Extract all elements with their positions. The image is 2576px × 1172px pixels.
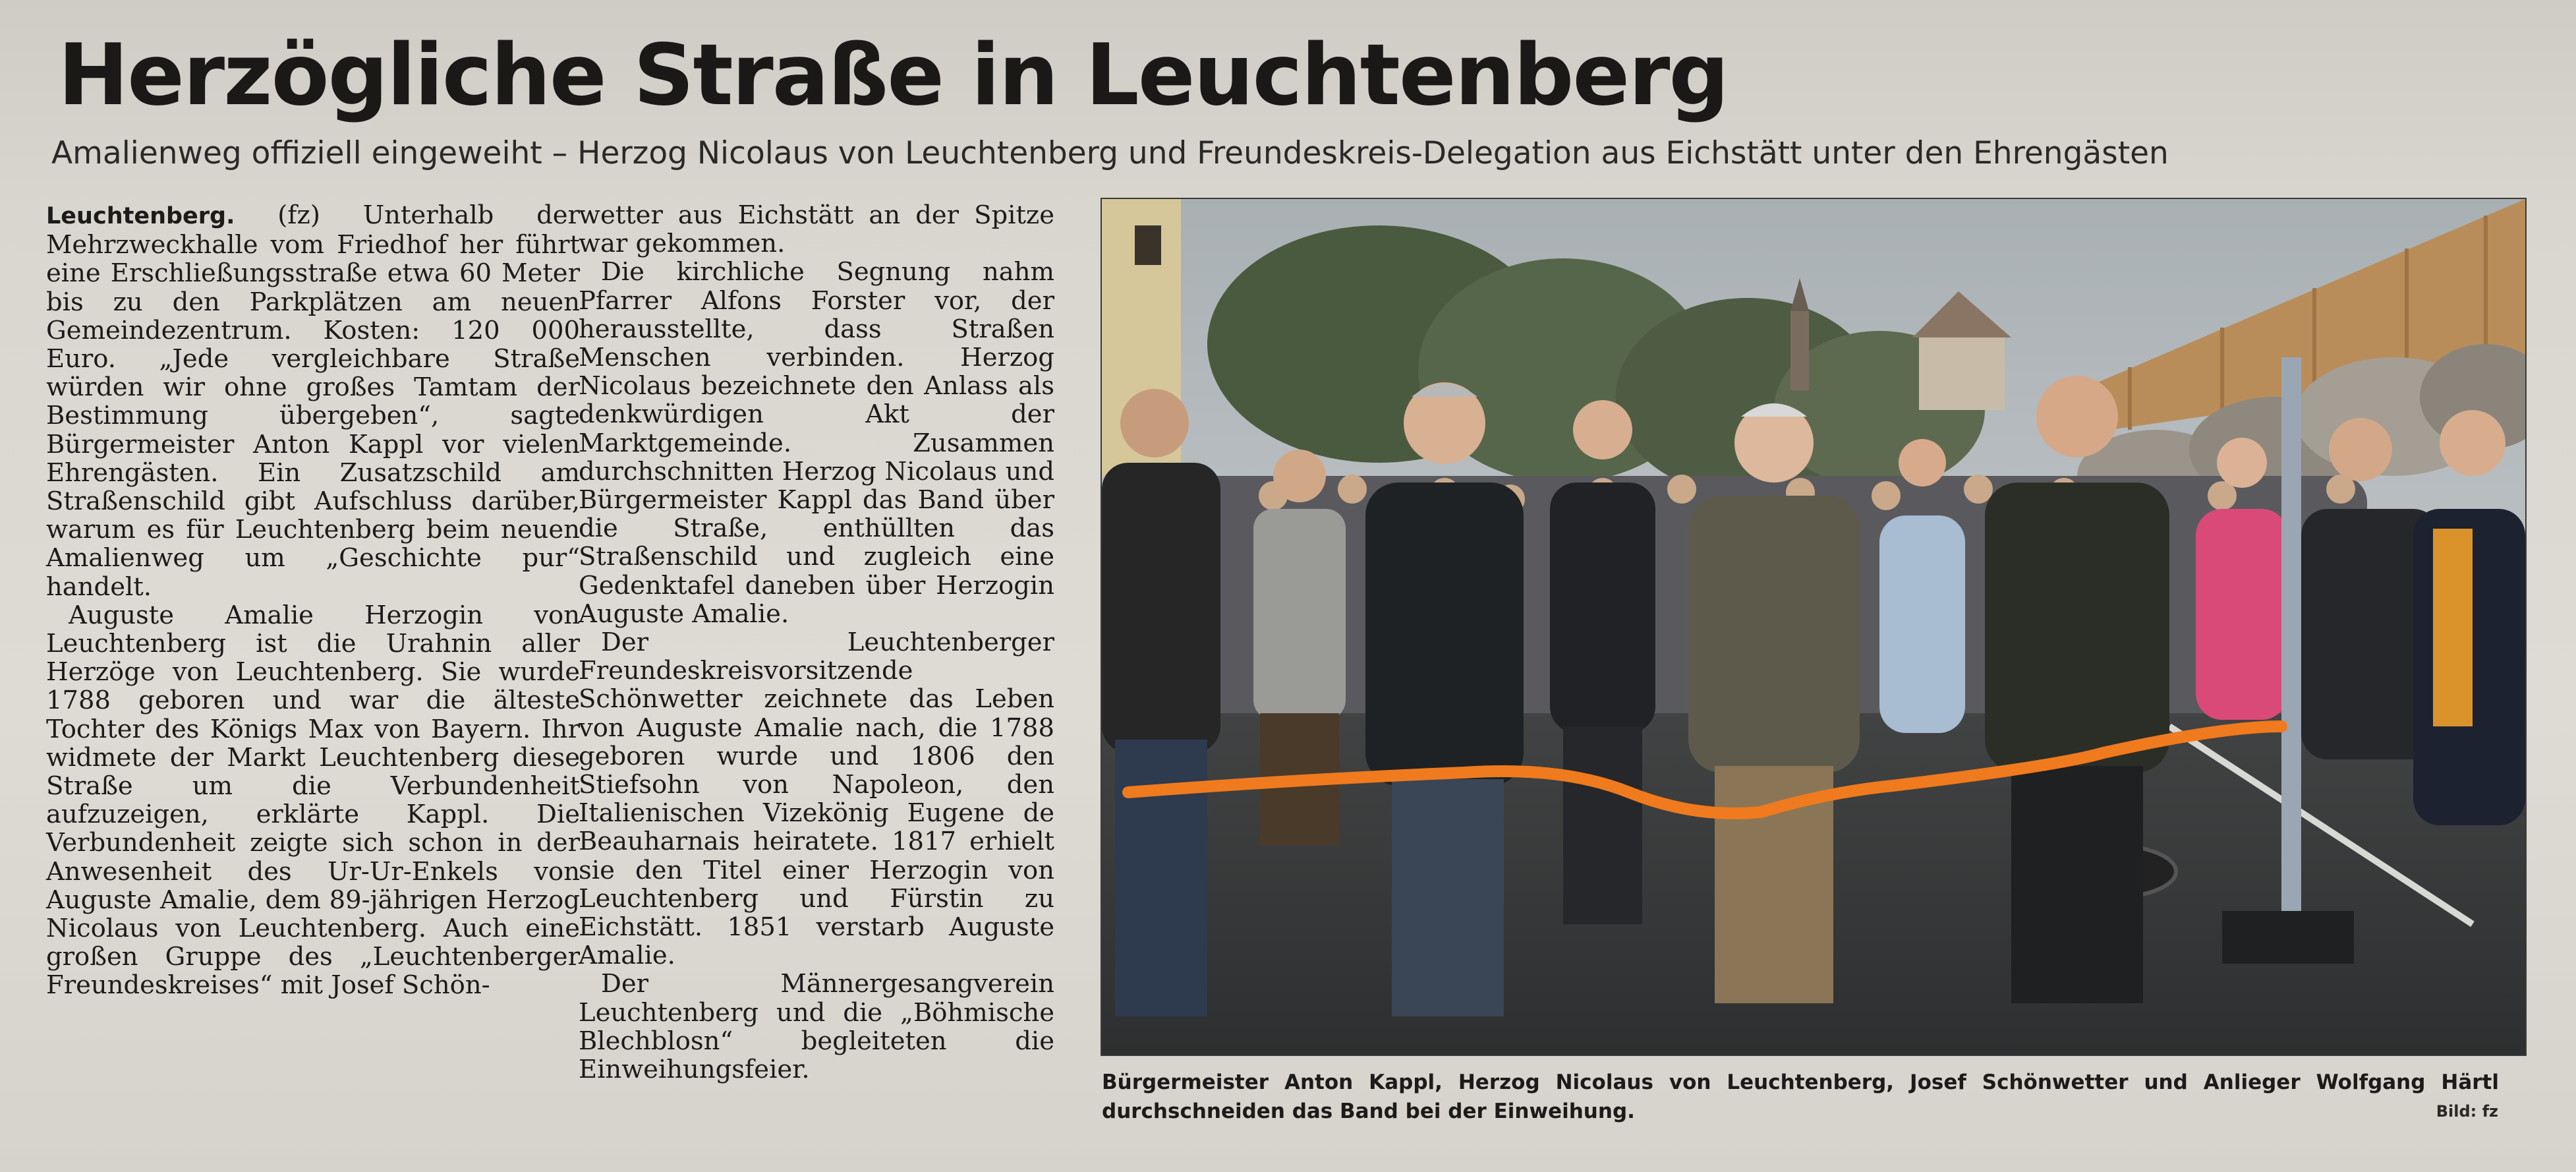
article-column-2 [579, 201, 1054, 1157]
paragraph: Auguste Amalie Herzogin von Leuchtenberg ist die Urahnin aller Herzöge von Leuchtenberg. Sie wurde 1788 geboren und war die älteste Tochter des Königs Max von Bayern. Ihr widmete der Markt Leuchtenberg diese Straße um die Verbundenheit aufzuzeigen, erklärte Kappl. Die Verbundenheit zeigte sich schon in der Anwesenheit des Ur-Ur-Enkels von Auguste Amalie, dem 89-jährigen Herzog Nicolaus von Leuchtenberg. Auch eine großen Gruppe des „Leuchtenberger Freundeskreises“ mit Josef Schön- [46, 600, 580, 1001]
paragraph: Die kirchliche Segnung nahm Pfarrer Alfons Forster vor, der herausstellte, dass Straßen Menschen verbinden. Herzog Nicolaus bezeichnete den Anlass als denkwürdigen Akt der Marktgemeinde. Zusammen durchschnitten Herzog Nicolaus und Bürgermeister Kappl das Band über die Straße, enthüllten das Straßenschild und zugleich eine Gedenktafel daneben über Herzogin Auguste Amalie. [579, 257, 1054, 629]
photo-illustration [1102, 199, 2525, 1055]
paragraph: Der Leuchtenberger Freundeskreisvorsitzende Schönwetter zeichnete das Leben von Auguste Amalie nach, die 1788 geboren wurde und 1806 den Stiefsohn von Napoleon, den Italienischen Vizekönig Eugene de Beauharnais heiratete. 1817 erhielt sie den Titel einer Herzogin von Leuchtenberg und Fürstin zu Eichstätt. 1851 verstarb Auguste Amalie. [579, 628, 1054, 971]
paragraph: Der Männergesangverein Leuchtenberg und die „Böhmische Blechblosn“ begleiteten die Einweihungsfeier. [579, 969, 1054, 1085]
paragraph: wetter aus Eichstätt an der Spitze war gekommen. [579, 200, 1054, 259]
ribbon-cutting-photo [1101, 198, 2527, 1056]
article-column-1 [46, 201, 580, 1157]
photo-credit: Bild: fz [2436, 1102, 2498, 1121]
article-headline: Herzögliche Straße in Leuchtenberg [58, 26, 1728, 125]
dateline: Leuchtenberg. [46, 203, 235, 229]
article-subheadline: Amalienweg offiziell eingeweiht – Herzog Nicolaus von Leuchtenberg und Freundeskreis-Delegation aus Eichstätt unter den Ehrengästen [51, 135, 2169, 171]
paragraph-text: (fz) Unterhalb der Mehrzweckhalle vom Friedhof her führt eine Erschließungsstraße etwa 60 Meter bis zu den Parkplätzen am neuen Gemeindezentrum. Kosten: 120 000 Euro. „Jede vergleichbare Straße würden wir ohne großes Tamtam der Bestimmung übergeben“, sagte Bürgermeister Anton Kappl vor vielen Ehrengästen. Ein Zusatzschild am Straßenschild gibt Aufschluss darüber, warum es für Leuchtenberg beim neuen Amalienweg um „Geschichte pur“ handelt. [46, 200, 580, 602]
photo-caption: Bürgermeister Anton Kappl, Herzog Nicolaus von Leuchtenberg, Josef Schönwetter und Anlieger Wolfgang Härtl durchschneiden das Band bei der Einweihung. [1102, 1070, 2499, 1123]
paragraph [46, 201, 580, 601]
